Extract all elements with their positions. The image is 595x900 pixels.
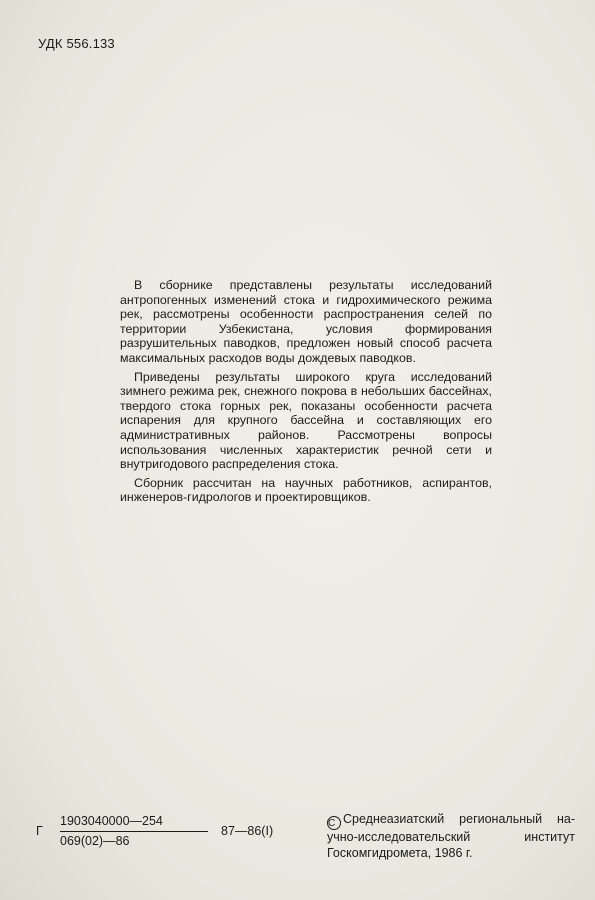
abstract <box>120 278 492 509</box>
copyright-line-2: учно-исследовательский институт <box>327 830 575 844</box>
copyright-line-1 <box>327 812 575 830</box>
abstract-paragraph: Приведены результаты широкого круга исследований зимнего режима рек, снежного покрова в небольших бассейнах, твердого стока горных рек, показаны особенности расчета испарения для крупного бассейна и составляющих его административных районов. Рассмотрены вопросы использования численных характеристик речной сети и внутригодового распределения стока. <box>120 369 492 472</box>
fraction-rule <box>60 831 208 832</box>
copyright-block <box>327 812 577 861</box>
abstract-paragraph: В сборнике представлены результаты исследований антропогенных изменений стока и гидрохимического режима рек, рассмотрены особенности распространения селей по территории Узбекистана, условия формирования разрушительных паводков, предложен новый способ расчета максимальных расходов воды дождевых паводков. <box>120 278 492 365</box>
index-code: 87—86(I) <box>221 824 274 838</box>
abstract-paragraph: Сборник рассчитан на научных работников, аспирантов, инженеров-гидрологов и проектировщиков. <box>120 475 492 505</box>
publication-index <box>36 814 306 858</box>
copyright-text-1: Среднеазиатский региональный на- <box>343 812 575 826</box>
index-denominator: 069(02)—86 <box>60 834 130 848</box>
udk-code: УДК 556.133 <box>38 36 115 51</box>
index-numerator: 1903040000—254 <box>60 814 163 828</box>
copyright-icon: C <box>327 816 341 830</box>
index-letter: Г <box>36 824 43 838</box>
copyright-line-3: Госкомгидромета, 1986 г. <box>327 845 473 860</box>
